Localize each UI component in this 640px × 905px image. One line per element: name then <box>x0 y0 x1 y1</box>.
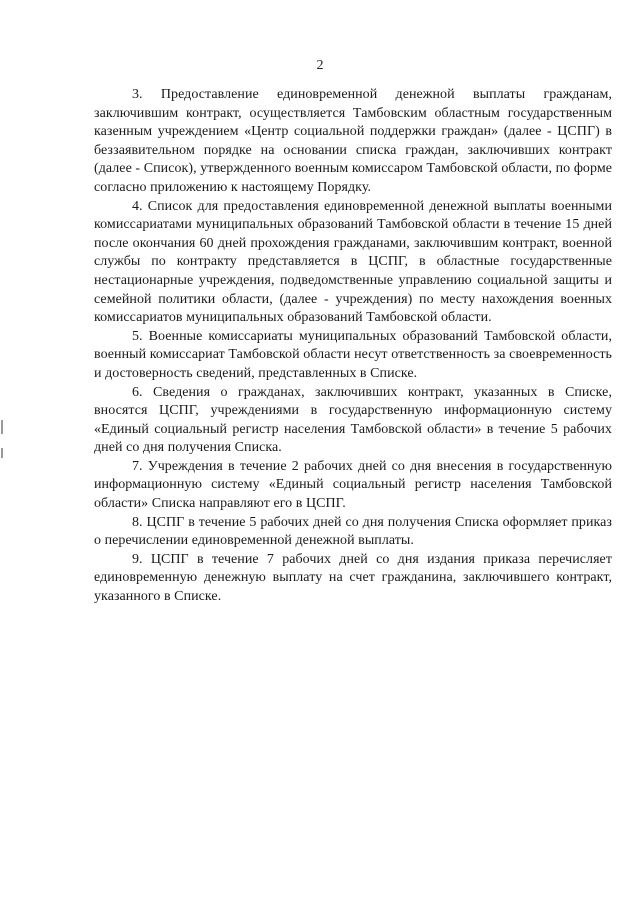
paragraph-4: 4. Список для предоставления единовременной денежной выплаты военными комиссариатами муниципальных образований Тамбовской области в течение 15 дней после окончания 60 дней прохождения гражданами, заключившим контракт, военной службы по контракту представляется в ЦСПГ, в областные государственные нестационарные учреждения, подведомственные управлению социальной защиты и семейной политики области, (далее - учреждения) по месту нахождения военных комиссариатов муниципальных образований Тамбовской области. <box>94 198 612 326</box>
paragraph-5: 5. Военные комиссариаты муниципальных образований Тамбовской области, военный комиссариат Тамбовской области несут ответственность за своевременность и достоверность сведений, представленных в Списке. <box>94 328 612 381</box>
paragraph-9: 9. ЦСПГ в течение 7 рабочих дней со дня издания приказа перечисляет единовременную денежную выплату на счет гражданина, заключившего контракт, указанного в Списке. <box>94 551 612 605</box>
paragraph-7: 7. Учреждения в течение 2 рабочих дней со дня внесения в государственную информационную систему «Единый социальный регистр населения Тамбовской области» Списка направляют его в ЦСПГ. <box>94 458 612 512</box>
paragraph-8: 8. ЦСПГ в течение 5 рабочих дней со дня получения Списка оформляет приказ о перечислении единовременной денежной выплаты. <box>94 514 612 549</box>
page-number: 2 <box>316 58 324 73</box>
scan-edge-mark-bottom <box>1 448 3 458</box>
scan-edge-mark-top <box>1 420 3 434</box>
paragraph-3: 3. Предоставление единовременной денежной выплаты гражданам, заключившим контракт, осуществляется Тамбовским областным государственным казенным учреждением «Центр социальной поддержки граждан» (далее - ЦСПГ) в беззаявительном порядке на основании списка граждан, заключивших контракт (далее - Список), утвержденного военным комиссаром Тамбовской области, по форме согласно приложению к настоящему Порядку. <box>94 87 612 195</box>
document-body <box>94 86 612 607</box>
paragraph-6: 6. Сведения о гражданах, заключивших контракт, указанных в Списке, вносятся ЦСПГ, учреждениями в государственную информационную систему «Единый социальный регистр населения Тамбовской области» в течение 5 рабочих дней со дня получения Списка. <box>94 384 612 456</box>
